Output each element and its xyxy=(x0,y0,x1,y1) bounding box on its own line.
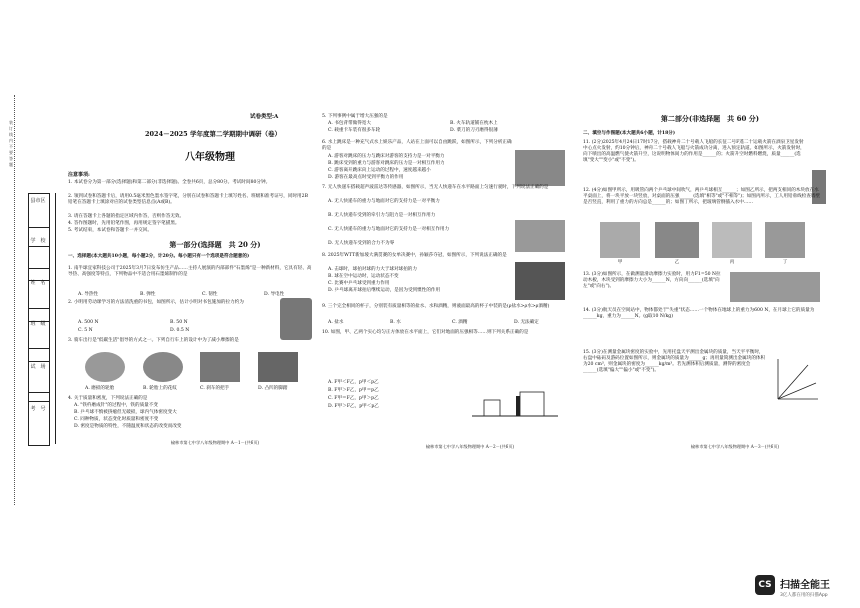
binding-label-class: 班 级 xyxy=(30,321,46,327)
q2-option-a: A. 500 N xyxy=(78,320,99,325)
section2-heading: 二、填空与作图题(本大题共6小题，计18分) xyxy=(583,131,676,136)
q7-option-c: C. 无人快递车的重力与地面对它的支持力是一对相互作用力 xyxy=(328,227,450,232)
q9-option-d: D. 无法确定 xyxy=(514,320,539,325)
q1-option-a: A. 导热性 xyxy=(78,292,99,297)
note-2: 2. 领到试卷和答题卡后，请用0.5毫米黑色墨水签字笔，分别在试卷和答题卡上填写姓名、班级和准考证号，同时用2B铅笔在答题卡上填涂对应的试卷类型信息点(A或B)。 xyxy=(68,194,308,205)
q13-tug-figure xyxy=(730,272,820,302)
q12-fig-a-label: 甲 xyxy=(617,260,623,265)
question-6: 6. 水上跳床是一种充气式水上娱乐产品，人站在上面可以自由跳跃，如图所示，下列分析正确的是 xyxy=(322,140,512,151)
q4-option-c: C. 同种物质，状态变化时质量和密度不变 xyxy=(74,417,159,422)
binding-label-school: 学 校 xyxy=(30,238,46,244)
question-8: 8. 2025年WTT新加坡大满贯赛的女单决赛中，孙颖莎夺冠，如图所示，下列说法正确的是 xyxy=(322,253,507,258)
binding-label-exam-no: 考 号 xyxy=(30,406,46,412)
q2-option-c: C. 5 N xyxy=(78,328,93,333)
question-7: 7. 无人快递车搭载超声波雷达等传感器，如图所示，当无人快递车在水平路面上匀速行驶时，下列说法正确的是 xyxy=(322,185,549,190)
q12-fig-c-label: 丙 xyxy=(729,260,735,265)
page1-footer: 榆林市第七中学八年级物理期中 A－1－(共6页) xyxy=(170,440,260,445)
q4-option-d: D. 密度是物质的特性，不随温度和状态的改变而改变 xyxy=(74,424,182,429)
q7-delivery-vehicle-image xyxy=(515,220,565,252)
binding-cut-line-text: 装 订 线 内 不 要 答 题 xyxy=(9,120,17,167)
binding-label-name: 姓 名 xyxy=(30,280,46,286)
q12-fig-c-image xyxy=(712,222,752,258)
q7-option-b: B. 无人快递车受到的牵引力与阻力是一对相互作用力 xyxy=(328,213,436,218)
note-1: 1. 本试卷分为第一部分(选择题)和第二部分(非选择题)。全卷共6页，总分80分。考试时间80分钟。 xyxy=(68,180,271,185)
page2-footer: 榆林市第七中学八年级物理期中 A－2－(共6页) xyxy=(425,444,515,449)
binding-field-exam-no xyxy=(55,392,56,444)
q8-table-tennis-image xyxy=(515,262,565,300)
q12-fig-d-label: 丁 xyxy=(782,260,788,265)
q12-fig-b-label: 乙 xyxy=(674,260,680,265)
q2-option-b: B. 50 N xyxy=(170,320,188,325)
question-1: 1. 南半球宜家科技公司于2025年3月7日发布仿生产品……主持人展演的内部部件"石墨烯"是一种新材料，它具有轻、高导热、高强度等特点，下列物品中不适合用石墨烯制作的是 xyxy=(68,266,312,277)
question-11: 11. (2分)2025年4月24日17时17分，搭载神舟二十号载人飞船的长征二号F遥二十运载火箭在酒泉卫星发射中心点火发射，约10分钟后，神舟二十号载人飞船与火箭成功分离，进入预定轨道。如图所示，火箭发射时，向下喷出的高温燃气使火箭升空，这说明物体间力的作用是______的；火箭升空时燃料燃烧，质量______(选填"变大""变小"或"不变")。 xyxy=(583,140,805,163)
camscanner-logo: CS xyxy=(755,575,775,595)
q6-option-c: C. 游客离开跳床向上运动的过程中，速度越来越小 xyxy=(328,168,431,173)
q5-option-b: B. 火车轨道铺在枕木上 xyxy=(450,121,498,126)
q1-option-c: C. 韧性 xyxy=(202,292,218,297)
q12-fig-b-image xyxy=(655,222,699,258)
q9-option-a: A. 盐水 xyxy=(328,320,344,325)
q10-option-c: C. F甲＝F乙，p甲＞p乙 xyxy=(328,396,379,401)
note-4: 4. 答作图题时，先用铅笔作图，再用规定签字笔描黑。 xyxy=(68,221,180,226)
q7-option-d: D. 无人快递车受到的合力不为零 xyxy=(328,241,395,246)
q3-tire-image xyxy=(85,352,125,382)
q5-option-a: A. 书包背带做得宽大 xyxy=(328,121,371,126)
q8-option-c: C. 比赛中乒乓球受到重力作用 xyxy=(328,281,390,286)
paper-type: 试卷类型:A xyxy=(250,114,279,120)
q9-option-c: C. 酒精 xyxy=(452,320,468,325)
question-3: 3. 骑车出行是"低碳生活"倡导的方式之一。下列自行车上的设计中为了减小摩擦的是 xyxy=(68,338,239,343)
q3-option-b: B. 轮胎上的花纹 xyxy=(143,386,177,391)
question-4: 4. 关于质量和密度，下列说法正确的是 xyxy=(68,396,148,401)
subject-title: 八年级物理 xyxy=(185,152,235,163)
q8-option-a: A. 击球时，球拍对球的力大于球对球拍的力 xyxy=(328,267,417,272)
q6-option-b: B. 跳床受到的重力与游客对跳床的压力是一对相互作用力 xyxy=(328,161,445,166)
question-12: 12. (4分)如图甲所示，用吸管向两个乒乓球中间吹气，两乒乓球相互______；如图乙所示，把两支相同的木块放在水平桌面上，将一块平放一块竖放，对桌面的压强______(选填"相等"或"不相等")；如图丙所示，工人用铅垂线检查墙壁是否竖直，利用了重力的方向总是______的；如图丁所示，把玻璃管倒插入水中…… xyxy=(583,188,821,205)
q4-option-b: B. 乒乓球不慎被挤瘪但无破损，球内气体密度变大 xyxy=(74,410,177,415)
binding-label-room: 试 场 xyxy=(30,364,46,370)
q15-graph-figure xyxy=(772,355,822,405)
q8-option-d: D. 乒乓球离开球拍后继续运动，是因为受到惯性的作用 xyxy=(328,288,441,293)
question-10: 10. 如图，甲、乙两个实心均匀正方体放在水平面上，它们对地面的压强相等……则下列关系正确的是 xyxy=(322,330,529,335)
part1-title: 第一部分(选择题 共 20 分) xyxy=(169,240,261,249)
notes-header: 注意事项: xyxy=(68,172,90,178)
question-5: 5. 下列事例中属于增大压强的是 xyxy=(322,114,388,119)
question-2: 2. 小明用劳动课学习的方法清洗重的书包，如图所示，估计小明对书包施加的拉力约为 xyxy=(68,300,244,305)
binding-box-exam-no xyxy=(28,392,50,446)
q5-option-d: D. 菜刀的刀刃磨得很薄 xyxy=(450,128,498,133)
q6-option-a: A. 游客对跳床的压力与跳床对游客的支持力是一对平衡力 xyxy=(328,154,445,159)
q3-option-c: C. 刹车的把手 xyxy=(200,386,230,391)
q3-option-d: D. 凸凹的脚踏 xyxy=(258,386,288,391)
q3-pedal-image xyxy=(258,352,298,382)
section1-heading: 一、选择题(本大题共10小题，每小题2分，计20分。每小题只有一个选项是符合题意的) xyxy=(68,254,250,259)
q10-blocks-figure xyxy=(470,386,560,422)
q7-option-a: A. 无人快递车的重力与地面对它的支持力是一对平衡力 xyxy=(328,199,440,204)
question-9: 9. 三个完全相同的杯子，分别装有质量相等的盐水、水和酒精，则液面最高的杯子中装的是(ρ盐水>ρ水>ρ酒精) xyxy=(322,304,550,309)
camscanner-tagline: 3亿人都在用的扫描App xyxy=(780,593,828,598)
camscanner-name: 扫描全能王 xyxy=(780,580,830,591)
q3-brake-image xyxy=(200,352,240,382)
page3-footer: 榆林市第七中学八年级物理期中 A－3－(共6页) xyxy=(690,444,780,449)
binding-label-county: 县市区 xyxy=(30,198,46,204)
q3-tread-image xyxy=(143,352,183,382)
q2-backpack-image xyxy=(280,298,312,340)
q12-fig-d-image xyxy=(765,222,805,258)
q9-option-b: B. 水 xyxy=(390,320,401,325)
q6-option-d: D. 游客在最高点时受到平衡力的作用 xyxy=(328,175,404,180)
q10-option-a: A. F甲＜F乙，p甲＜p乙 xyxy=(328,380,379,385)
q10-option-b: B. F甲＞F乙，p甲＝p乙 xyxy=(328,388,379,393)
question-14: 14. (3分)航天员在空间站中，物体都处于"失重"状态……一个物体在地球上的重力为600 N，在月球上它的质量为______kg，重力为______N。(g取10 N/kg) xyxy=(583,308,815,319)
question-15: 15. (3分)在测量金属块密度的实验中，先用托盘天平测出金属块的质量，当天平平衡时，右盘中砝码及游码位置如图所示，则金属块的质量为______g；再用量筒测出金属块的体积为20 cm³，则金属块的密度为______kg/m³。若先测体积后测质量，测得的密度会______(选填"偏大""偏小"或"不变")。 xyxy=(583,350,766,373)
note-5: 5. 考试结束，本试卷和答题卡一并交回。 xyxy=(68,228,152,233)
q1-option-b: B. 弹性 xyxy=(140,292,156,297)
q3-option-a: A. 磨损的轮胎 xyxy=(85,386,115,391)
exam-title: 2024－2025 学年度第二学期期中调研（卷） xyxy=(145,130,281,138)
q12-fig-a-image xyxy=(600,222,640,258)
q1-option-d: D. 导电性 xyxy=(264,292,285,297)
q8-option-b: B. 球在空中运动时，运动状态不变 xyxy=(328,274,399,279)
part2-title: 第二部分(非选择题 共 60 分) xyxy=(660,114,760,123)
q6-water-trampoline-image xyxy=(515,150,565,186)
q2-option-d: D. 0.5 N xyxy=(170,328,190,333)
question-13: 13. (3分)如图所示，在做测量滑动摩擦力实验时，用力F1=50 N拉动木板，木块受到的摩擦力大小为______N，方向向______(选填"向左"或"向右")。 xyxy=(583,272,721,289)
q5-option-c: C. 载重卡车装有很多车轮 xyxy=(328,128,381,133)
note-3: 3. 请在答题卡上各题的指定区域内作答，否则作答无效。 xyxy=(68,214,185,219)
q10-option-d: D. F甲＞F乙，p甲＜p乙 xyxy=(328,404,379,409)
q4-option-a: A. "铁杵磨成针"的过程中，铁的质量不变 xyxy=(74,403,158,408)
